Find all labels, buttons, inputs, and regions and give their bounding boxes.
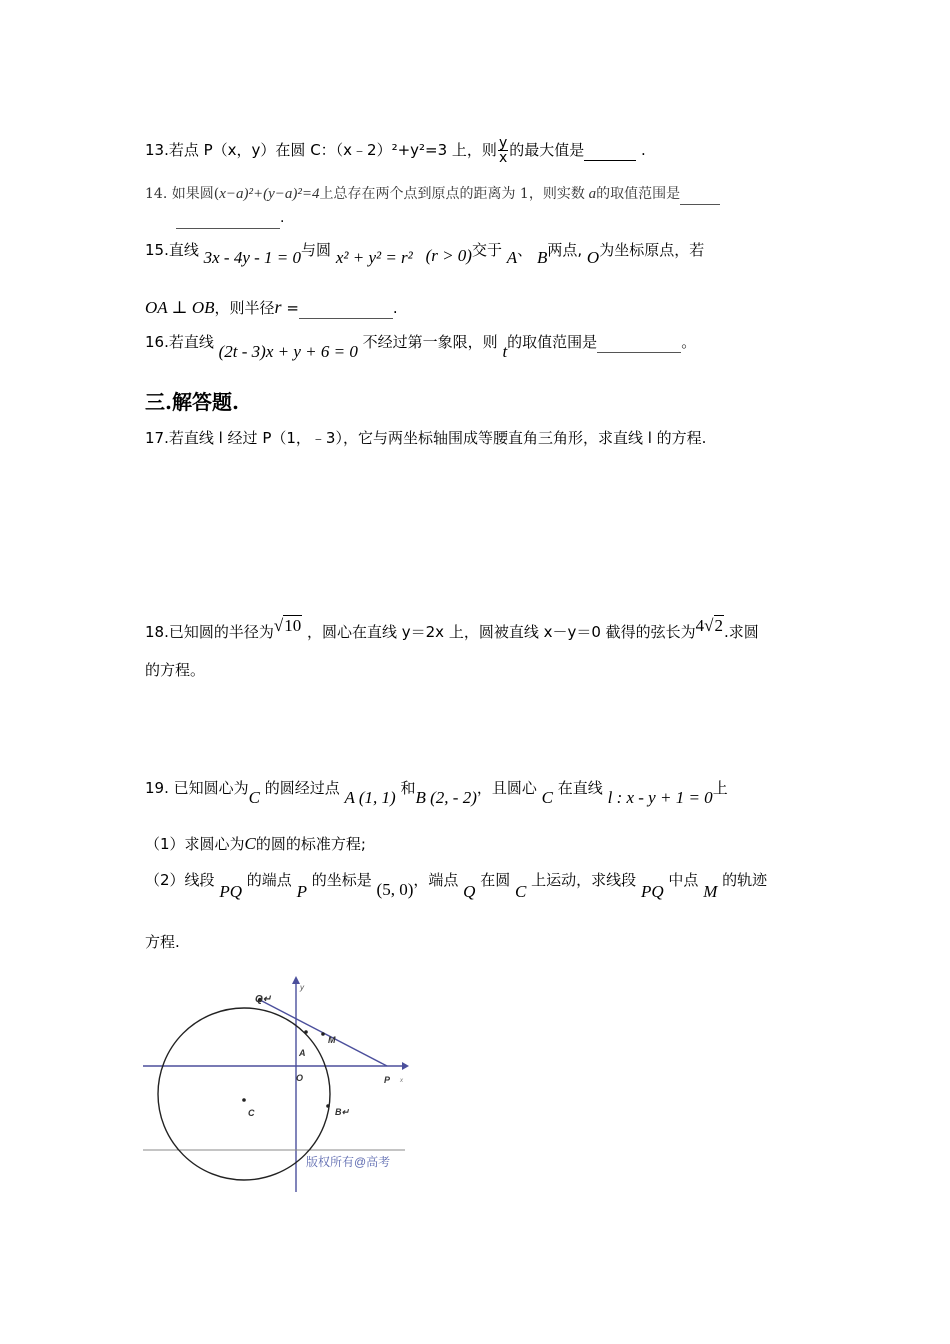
question-15-line2	[145, 297, 398, 319]
circle-c	[158, 1008, 330, 1180]
label-c: C	[248, 1108, 255, 1118]
q14-end: .	[280, 210, 285, 226]
q16-answer-blank[interactable]	[597, 332, 681, 353]
label-b: B↵	[335, 1107, 350, 1117]
q16-line-eq: (2t - 3)x + y + 6 = 0	[218, 342, 358, 361]
q15-condition: (r > 0)	[425, 246, 472, 265]
q16-mid: 不经过第一象限，则	[362, 333, 498, 351]
q16-prefix: 16.若直线	[145, 333, 214, 351]
q19-center-c: C	[248, 788, 260, 807]
q19-end: 上	[712, 779, 728, 797]
q14-circle-eq: x−a)²+(y−a)²=4	[219, 186, 320, 202]
question-14-line2	[176, 208, 284, 229]
q19-segment-pq-2: PQ	[640, 882, 664, 901]
section-title: 三.解答题.	[145, 390, 239, 414]
question-17: 17.若直线 l 经过 P（1，﹣3），它与两坐标轴围成等腰直角三角形，求直线 l 的方程.	[145, 429, 707, 447]
x-axis-arrow-icon	[402, 1062, 409, 1070]
q13-answer-blank[interactable]	[584, 140, 636, 161]
q15-point-a: A	[506, 248, 518, 267]
q19-part2-mid7: 的轨迹	[722, 871, 768, 889]
q15-mid1: 与圆	[301, 241, 332, 259]
q15-mid3: 两点,	[547, 241, 583, 259]
q19-point-a: A (1, 1)	[344, 788, 396, 807]
y-axis-arrow-icon	[292, 976, 300, 984]
q19-part2-mid5: 上运动，求线段	[531, 871, 637, 889]
q19-segment-pq: PQ	[219, 882, 242, 901]
q19-line-eq: l : x - y + 1 = 0	[607, 788, 713, 807]
q13-frac-num: y	[498, 135, 508, 151]
q19-part-1	[145, 834, 366, 854]
q19-part2-mid6: 中点	[668, 871, 699, 889]
q19-point-p: P	[296, 882, 307, 901]
point-a	[304, 1030, 308, 1034]
label-m: M	[328, 1035, 336, 1045]
q16-end: 。	[681, 333, 697, 351]
q18-prefix: 18.已知圆的半径为	[145, 623, 274, 641]
q15-origin: O	[586, 248, 600, 267]
q14-answer-blank-1[interactable]	[680, 184, 720, 205]
question-19	[145, 778, 728, 807]
question-14	[145, 184, 720, 205]
q15-r: r	[274, 297, 282, 317]
q18-chord-rad: 2	[714, 616, 723, 635]
q15-sep: 、	[517, 241, 533, 259]
q19-line3: 方程.	[145, 933, 180, 951]
q15-end: .	[392, 299, 398, 317]
question-16	[145, 332, 697, 361]
q13-prefix: 13.若点 P（x，y）在圆 C：（x﹣2）²+y²=3 上，则	[145, 141, 497, 159]
q15-answer-blank[interactable]	[299, 298, 393, 319]
question-18-line2: 的方程。	[145, 661, 206, 679]
q19-part2-prefix: （2）线段	[145, 871, 215, 889]
q19-part2-mid2: 的坐标是	[311, 871, 372, 889]
q19-part1-prefix: （1）求圆心为	[145, 835, 245, 853]
q14-suffix: 的取值范围是	[596, 186, 681, 202]
q18-chord: 4√2	[695, 616, 723, 635]
label-p: P	[384, 1075, 391, 1085]
question-13	[145, 136, 646, 165]
q13-suffix: 的最大值是	[509, 141, 585, 159]
q19-mid3: 在直线	[557, 779, 603, 797]
q19-midpoint-m: M	[703, 882, 718, 901]
q19-mid2: ，且圆心	[476, 779, 537, 797]
point-center-c	[242, 1098, 246, 1102]
q13-frac-den: x	[498, 150, 508, 166]
label-y: y	[300, 983, 304, 992]
q19-part-2	[145, 870, 768, 901]
q19-part1-suffix: 的圆的标准方程;	[255, 835, 366, 853]
q19-part1-c: C	[244, 834, 256, 853]
q18-suffix: .求圆	[724, 623, 759, 641]
q16-suffix: 的取值范围是	[507, 333, 598, 351]
q15-eqsign: =	[286, 299, 299, 317]
q18-chord-coef: 4	[695, 616, 705, 635]
q15-mid5: ，则半径	[214, 299, 275, 317]
question-18	[145, 616, 759, 642]
q15-point-b: B	[536, 248, 548, 267]
q13-end: .	[641, 141, 646, 159]
point-m	[321, 1032, 325, 1036]
q15-line-eq: 3x - 4y - 1 = 0	[203, 248, 302, 267]
q18-radius-value: 10	[284, 616, 302, 635]
q15-prefix: 15.直线	[145, 241, 199, 259]
q16-var: t	[502, 342, 508, 361]
q15-perpendicular: OA ⊥ OB	[145, 298, 215, 317]
label-o: O	[296, 1073, 304, 1083]
q19-prefix: 19. 已知圆心为	[145, 779, 249, 797]
q19-mid1: 的圆经过点	[264, 779, 340, 797]
q19-coord-p: (5, 0)	[376, 880, 414, 899]
q19-point-b: B (2, - 2)	[415, 788, 477, 807]
q19-point-q: Q	[463, 882, 476, 901]
q19-center-c-2: C	[541, 788, 554, 807]
q15-circle-eq: x² + y² = r²	[335, 248, 413, 267]
q13-fraction	[498, 136, 508, 165]
label-a: A	[299, 1048, 306, 1058]
q19-part2-mid3: ，端点	[413, 871, 459, 889]
q19-part2-mid1: 的端点	[246, 871, 292, 889]
q15-mid4: 为坐标原点，若	[599, 241, 705, 259]
q19-part2-c: C	[515, 882, 527, 901]
q14-answer-blank-2[interactable]	[176, 208, 280, 229]
q19-and: 和	[400, 779, 416, 797]
point-b	[326, 1104, 330, 1108]
q18-radius: √10	[273, 616, 302, 635]
q14-var: a	[588, 186, 597, 202]
label-x: x	[400, 1078, 403, 1084]
q19-part2-mid4: 在圆	[480, 871, 511, 889]
q14-text: 上总存在两个点到原点的距离为 1，则实数	[319, 186, 585, 202]
q19-figure	[140, 970, 420, 1200]
question-15	[145, 240, 705, 267]
label-q: Q↵	[255, 994, 272, 1005]
q18-mid: ，圆心在直线 y＝2x 上，圆被直线 x－y＝0 截得的弦长为	[306, 623, 696, 641]
watermark: 版权所有@高考	[306, 1155, 391, 1169]
q15-mid2: 交于	[471, 241, 502, 259]
q14-prefix: 14. 如果圆(	[145, 186, 220, 202]
